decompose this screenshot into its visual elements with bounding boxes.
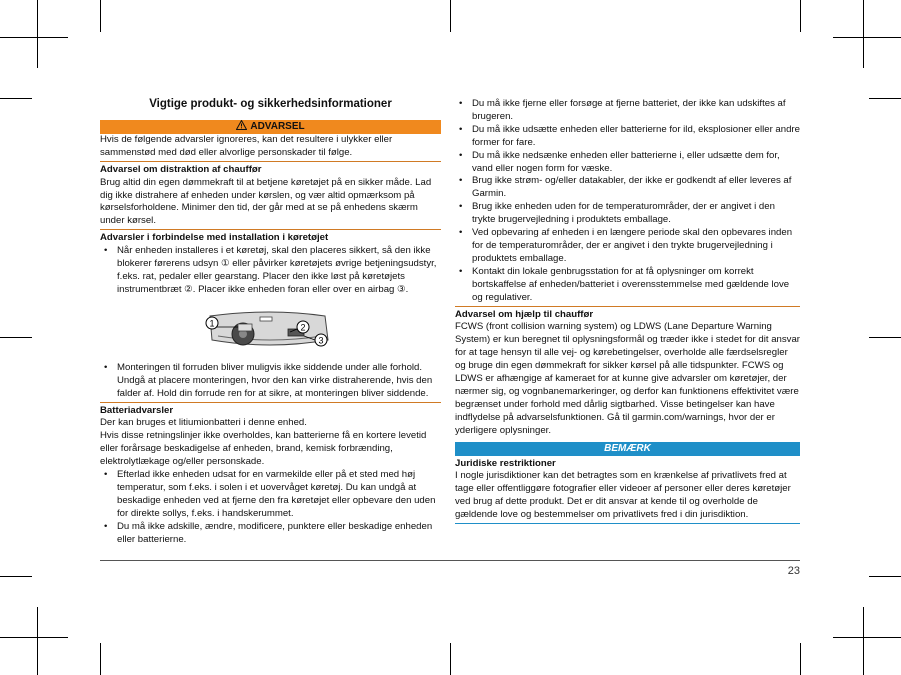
battery-list bbox=[100, 469, 441, 546]
list-item: • Du må ikke udsætte enheden eller batterierne for ild, eksplosioner eller andre former for fare. bbox=[455, 124, 800, 150]
list-item: • Du må ikke adskille, ændre, modificere, punktere eller beskadige enheden eller batterierne. bbox=[100, 521, 441, 547]
list-item: • Ved opbevaring af enheden i en længere periode skal den opbevares inden for de temperaturområder, der er angivet i den trykte brugervejledning i produktets emballage. bbox=[455, 227, 800, 266]
install-list-continued bbox=[100, 362, 441, 403]
warning-bar bbox=[100, 120, 441, 134]
left-column bbox=[100, 98, 441, 546]
battery-heading: Batteriadvarsler bbox=[100, 404, 174, 416]
page-number: 23 bbox=[787, 565, 800, 577]
dashboard-figure bbox=[100, 300, 441, 358]
list-item: • Kontakt din lokale genbrugsstation for at få oplysninger om korrekt bortskaffelse af enheden/batteriet i overensstemmelse med gældende love og regulativer. bbox=[455, 266, 800, 305]
callout-2 bbox=[297, 321, 309, 333]
list-item: • Brug ikke strøm- og/eller datakabler, der ikke er godkendt af eller leveres af Garmin. bbox=[455, 175, 800, 201]
svg-text:1: 1 bbox=[209, 318, 215, 329]
distraction-heading: Advarsel om distraktion af chauffør bbox=[100, 163, 262, 175]
battery-list-continued bbox=[455, 98, 800, 307]
dashboard-illustration bbox=[100, 300, 441, 358]
battery-text-1: Der kan bruges et litiumionbatteri i denne enhed. bbox=[100, 417, 307, 429]
page-footer-rule bbox=[100, 560, 800, 561]
list-item: • Monteringen til forruden bliver muligvis ikke siddende under alle forhold. Undgå at placere monteringen, hvor den kan virke distraherende, hvis den falder af. Hold din forrude ren for at sikre, at monteringen bliver siddende. bbox=[100, 362, 441, 401]
list-item: • Når enheden installeres i et køretøj, skal den placeres sikkert, så den ikke blokerer førerens udsyn ① eller påvirker køretøjets øvrige betjeningsudstyr, f.eks. rat, pedaler eller gearstang. Placer den ikke løst på køretøjets instrumentbræt ②. Placer ikke enheden foran eller over en airbag ③. bbox=[100, 245, 441, 297]
driver-assist-text: FCWS (front collision warning system) og LDWS (Lane Departure Warning System) er kun beregnet til oplysningsformål og træder ikke i stedet for dit ansvar for at tage hensyn til alle vej- og kørebetingelser, overholde alle færdselsregler og bruge din egen dømmekraft for sikker kørsel på alle tidspunkter. FCWS og LDWS er afhængige af kameraet for at kunne give advarsler om køretøjer, der nærmer sig, og vognbanemarkeringer, og derfor kan funktionens effektivitet være begrænset under forhold med dårlig sigtbarhed. Visse betingelser kan have indflydelse på advarselsfunktionen. Gå til garmin.com/warnings, hvor der er yderligere oplysninger. bbox=[455, 321, 800, 436]
distraction-text: Brug altid din egen dømmekraft til at betjene køretøjet på en sikker måde. Lad dig ikke distrahere af enheden under kørslen, og vær altid opmærksom på kørselsforholdene. Minimer den tid, der går med at se på enhedens skærm under kørsel. bbox=[100, 177, 441, 231]
page-title: Vigtige produkt- og sikkerhedsinformationer bbox=[149, 98, 392, 110]
list-item: • Brug ikke enheden uden for de temperaturområder, der er angivet i den trykte brugervejledning i produktets emballage. bbox=[455, 201, 800, 227]
callout-3 bbox=[315, 334, 327, 346]
list-item: • Du må ikke nedsænke enheden eller batterierne i, eller udsætte dem for, vand eller nogen form for væske. bbox=[455, 150, 800, 176]
right-column bbox=[455, 98, 800, 524]
install-list bbox=[100, 245, 441, 297]
list-item: • Du må ikke fjerne eller forsøge at fjerne batteriet, der ikke kan udskiftes af brugeren. bbox=[455, 98, 800, 124]
driver-assist-heading: Advarsel om hjælp til chauffør bbox=[455, 308, 594, 320]
legal-heading: Juridiske restriktioner bbox=[455, 457, 556, 469]
battery-text-2: Hvis disse retningslinjer ikke overholdes, kan batterierne få en kortere levetid eller forårsage beskadigelse af enheden, brand, kemisk forbrænding, elektrolytlækage og/eller personskade. bbox=[100, 430, 427, 468]
svg-text:2: 2 bbox=[300, 322, 306, 333]
callout-1 bbox=[206, 317, 218, 329]
warning-label: ADVARSEL bbox=[250, 120, 305, 132]
note-bar: BEMÆRK bbox=[455, 442, 800, 456]
warning-triangle-icon bbox=[236, 120, 247, 134]
legal-text: I nogle jurisdiktioner kan det betragtes som en krænkelse af privatlivets fred at tage eller offentliggøre fotografier eller videoer af personer eller deres køretøjer ved brug af dette produkt. Det er dit ansvar at kende til og overholde de gældende love og bestemmelser om privatlivets fred i din jurisdiktion. bbox=[455, 470, 800, 524]
svg-text:3: 3 bbox=[318, 335, 324, 346]
list-item: • Efterlad ikke enheden udsat for en varmekilde eller på et sted med høj temperatur, som f.eks. i solen i et uovervåget køretøj. Du kan undgå at beskadige enheden ved at fjerne den fra køretøjet eller opbevare den uden for direkte sollys, f.eks. i handskerummet. bbox=[100, 469, 441, 521]
install-heading: Advarsler i forbindelse med installation i køretøjet bbox=[100, 232, 329, 244]
warning-text: Hvis de følgende advarsler ignoreres, kan det resultere i ulykker eller sammenstød med død eller alvorlige personskader til følge. bbox=[100, 134, 441, 162]
